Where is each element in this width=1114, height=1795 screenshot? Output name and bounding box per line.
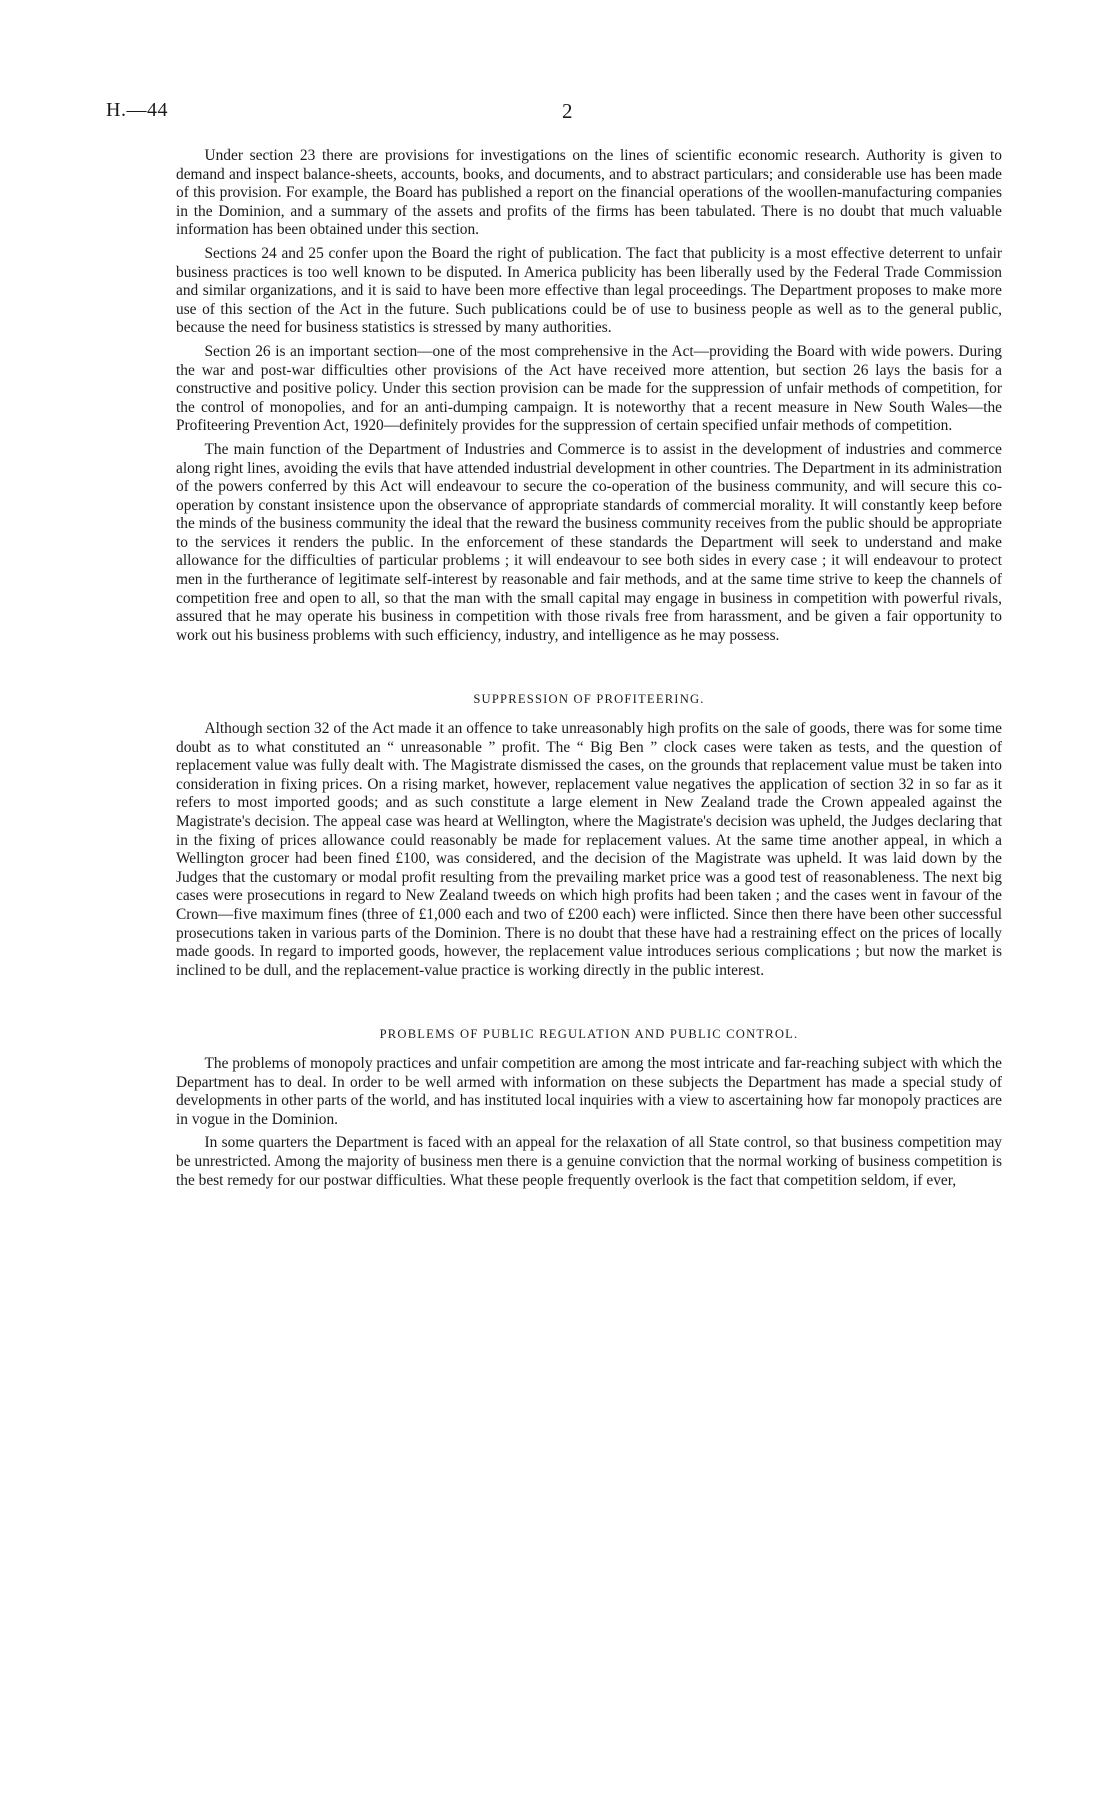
heading-suppression-of-profiteering: SUPPRESSION OF PROFITEERING. <box>473 692 705 707</box>
paragraph-monopoly-problems: The problems of monopoly practices and unfair competition are among the most intricate and far-reaching subject with which the Department has to deal. In order to be well armed with information on these subjects the Department has made a special study of developments in other parts of the world, and has instituted local inquiries with a view to ascertaining how far monopoly practices are in vogue in the Dominion. <box>176 1054 1002 1128</box>
page-number: 2 <box>562 99 573 123</box>
heading-public-regulation: PROBLEMS OF PUBLIC REGULATION AND PUBLIC CONTROL. <box>379 1027 799 1042</box>
paragraph-section-26: Section 26 is an important section—one of the most comprehensive in the Act—providing the Board with wide powers. During the war and post-war difficulties other provisions of the Act have received more attention, but section 26 lays the basis for a constructive and positive policy. Under this section provision can be made for the suppression of unfair methods of competition, for the control of monopolies, and for an anti-dumping campaign. It is noteworthy that a recent measure in New South Wales—the Profiteering Prevention Act, 1920—definitely provides for the suppression of certain specified unfair methods of competition. <box>176 342 1002 435</box>
paragraph-sections-24-25: Sections 24 and 25 confer upon the Board the right of publication. The fact that publicity is a most effective deterrent to unfair business practices is too well known to be disputed. In America publicity has been liberally used by the Federal Trade Commission and similar organizations, and it is said to have been more effective than legal proceedings. The Department proposes to make more use of this section of the Act in the future. Such publications could be of use to business people as well as to the general public, because the need for business statistics is stressed by many authorities. <box>176 244 1002 337</box>
paragraph-department-function: The main function of the Department of Industries and Commerce is to assist in the development of industries and commerce along right lines, avoiding the evils that have attended industrial development in other countries. The Department in its administration of the powers conferred by this Act will endeavour to secure the co-operation of the business community, and will secure this co-operation by constant insistence upon the observance of appropriate standards of commercial morality. It will constantly keep before the minds of the business community the ideal that the reward the business community receives from the public should be appropriate to the services it renders the public. In the enforcement of these standards the Department will seek to understand and make allowance for the difficulties of particular problems ; it will endeavour to see both sides in every case ; it will endeavour to protect men in the furtherance of legitimate self-interest by reasonable and fair methods, and at the same time strive to keep the channels of competition free and open to all, so that the man with the small capital may engage in business in competition with powerful rivals, assured that he may operate his business in competition with those rivals free from harassment, and be given a fair opportunity to work out his business problems with such efficiency, industry, and intelligence as he may possess. <box>176 440 1002 644</box>
paragraph-profiteering: Although section 32 of the Act made it an offence to take unreasonably high profits on the sale of goods, there was for some time doubt as to what constituted an “ unreasonable ” profit. The “ Big Ben ” clock cases were taken as tests, and the question of replacement value was fully dealt with. The Magistrate dismissed the cases, on the grounds that replacement value must be taken into consideration in fixing prices. On a rising market, however, replacement value negatives the application of section 32 in so far as it refers to most imported goods; and as such constitute a large element in New Zealand trade the Crown appealed against the Magistrate's decision. The appeal case was heard at Wellington, where the Magistrate's decision was upheld, the Judges declaring that in the fixing of prices allowance could reasonably be made for replacement values. At the same time another appeal, in which a Wellington grocer had been fined £100, was considered, and the decision of the Magistrate was upheld. It was laid down by the Judges that the customary or modal profit resulting from the prevailing market price was a good test of reasonableness. The next big cases were prosecutions in regard to New Zealand tweeds on which high profits had been taken ; and the cases went in favour of the Crown—five maximum fines (three of £1,000 each and two of £200 each) were inflicted. Since then there have been other successful prosecutions taken in various parts of the Dominion. There is no doubt that these have had a restraining effect on the prices of locally made goods. In regard to imported goods, however, the replacement value introduces serious complications ; but now the market is inclined to be dull, and the replacement-value practice is working directly in the public interest. <box>176 720 1002 979</box>
page-header <box>106 99 1010 131</box>
paragraph-state-control: In some quarters the Department is faced with an appeal for the relaxation of all State control, so that business competition may be unrestricted. Among the majority of business men there is a genuine conviction that the normal working of business competition is the best remedy for our postwar difficulties. What these people frequently overlook is the fact that competition seldom, if ever, <box>176 1134 1002 1189</box>
document-body <box>176 147 1002 1195</box>
paragraph-section-23: Under section 23 there are provisions for investigations on the lines of scientific economic research. Authority is given to demand and inspect balance-sheets, accounts, books, and documents, and to abstract particulars; and considerable use has been made of this provision. For example, the Board has published a report on the financial operations of the woollen-manufacturing companies in the Dominion, and a summary of the assets and profits of the firms has been tabulated. There is no doubt that much valuable information has been obtained under this section. <box>176 147 1002 239</box>
document-reference: H.—44 <box>106 99 168 121</box>
